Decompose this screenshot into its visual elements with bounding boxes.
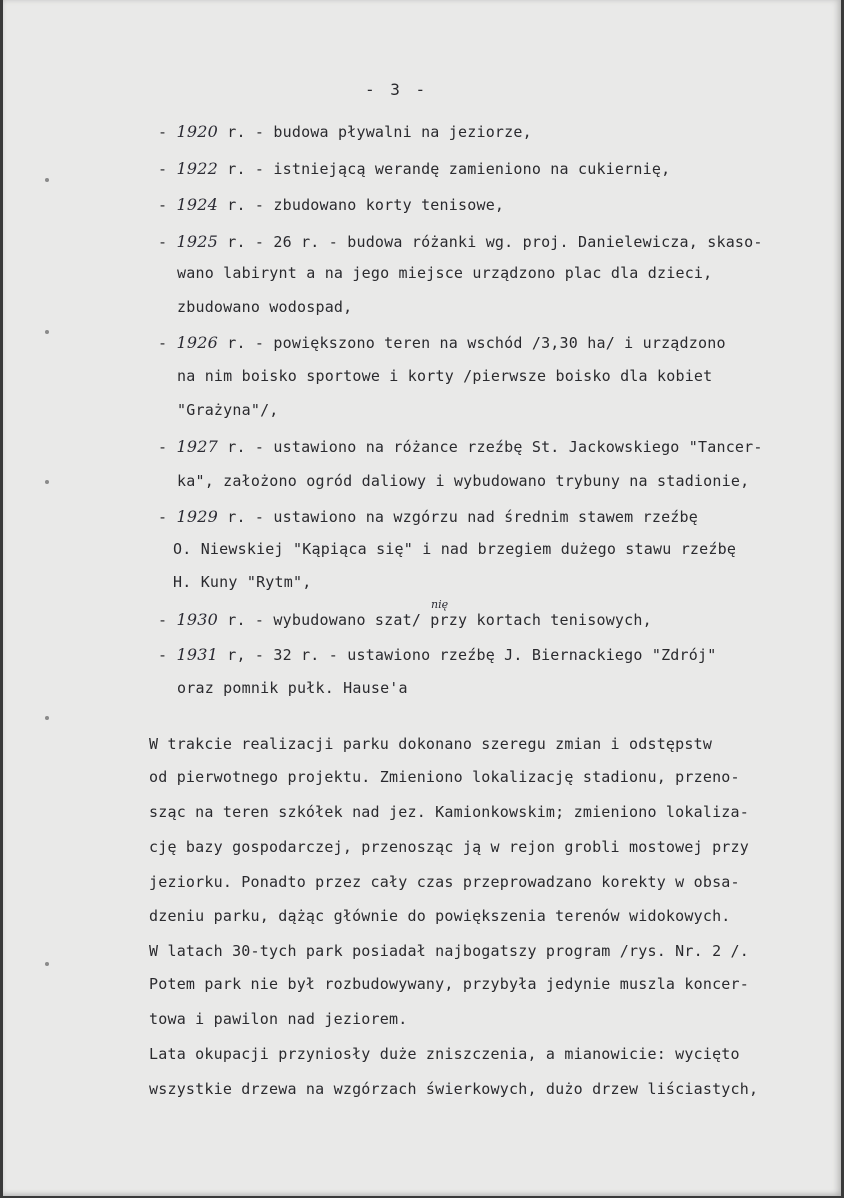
chronology-line bbox=[158, 122, 532, 141]
line-text: r. - powiększono teren na wschód /3,30 ha/ i urządzono bbox=[227, 334, 726, 352]
handwritten-insertion: nię bbox=[431, 598, 449, 611]
year: 1924 bbox=[176, 195, 218, 214]
chronology-line-continued: zbudowano wodospad, bbox=[177, 298, 353, 316]
line-text: r. - zbudowano korty tenisowe, bbox=[227, 196, 505, 214]
chronology-line bbox=[158, 159, 670, 178]
paragraph-line: W latach 30-tych park posiadał najbogatszy program /rys. Nr. 2 /. bbox=[149, 942, 749, 960]
year: 1926 bbox=[176, 333, 218, 352]
list-dash: - bbox=[158, 334, 168, 352]
chronology-line bbox=[158, 645, 716, 664]
chronology-line-continued: na nim boisko sportowe i korty /pierwsze boisko dla kobiet bbox=[177, 367, 713, 385]
year: 1925 bbox=[176, 232, 218, 251]
list-dash: - bbox=[158, 233, 168, 251]
chronology-line-continued: O. Niewskiej "Kąpiąca się" i nad brzegiem dużego stawu rzeźbę bbox=[173, 540, 737, 558]
chronology-line bbox=[158, 610, 652, 629]
chronology-line-continued: oraz pomnik pułk. Hause'a bbox=[177, 679, 408, 697]
page-number: - 3 - bbox=[365, 80, 429, 99]
line-text: r, - 32 r. - ustawiono rzeźbę J. Biernackiego "Zdrój" bbox=[227, 646, 717, 664]
punch-hole-mark bbox=[45, 178, 49, 182]
list-dash: - bbox=[158, 508, 168, 526]
paragraph-line: sząc na teren szkółek nad jez. Kamionkowskim; zmieniono lokaliza- bbox=[149, 803, 749, 821]
list-dash: - bbox=[158, 646, 168, 664]
year: 1922 bbox=[176, 159, 218, 178]
chronology-line bbox=[158, 195, 504, 214]
list-dash: - bbox=[158, 196, 168, 214]
chronology-line bbox=[158, 333, 726, 352]
year: 1929 bbox=[176, 507, 218, 526]
line-text: r. - 26 r. - budowa różanki wg. proj. Danielewicza, skaso- bbox=[227, 233, 763, 251]
chronology-line-continued: H. Kuny "Rytm", bbox=[173, 573, 312, 591]
paragraph-line: Potem park nie był rozbudowywany, przybyła jedynie muszla koncer- bbox=[149, 975, 749, 993]
chronology-line-continued: ka", założono ogród daliowy i wybudowano trybuny na stadionie, bbox=[177, 472, 750, 490]
year: 1930 bbox=[176, 610, 218, 629]
paragraph-line: W trakcie realizacji parku dokonano szeregu zmian i odstępstw bbox=[149, 735, 713, 753]
year: 1920 bbox=[176, 122, 218, 141]
list-dash: - bbox=[158, 160, 168, 178]
line-text: r. - ustawiono na wzgórzu nad średnim stawem rzeźbę bbox=[227, 508, 699, 526]
list-dash: - bbox=[158, 611, 168, 629]
paragraph-line: cję bazy gospodarczej, przenosząc ją w rejon grobli mostowej przy bbox=[149, 838, 749, 856]
paragraph-line: od pierwotnego projektu. Zmieniono lokalizację stadionu, przeno- bbox=[149, 768, 740, 786]
paragraph-line: wszystkie drzewa na wzgórzach świerkowych, dużo drzew liściastych, bbox=[149, 1080, 759, 1098]
line-text: r. - ustawiono na różance rzeźbę St. Jackowskiego "Tancer- bbox=[227, 438, 763, 456]
year: 1931 bbox=[176, 645, 218, 664]
paragraph-line: jeziorku. Ponadto przez cały czas przeprowadzano korekty w obsa- bbox=[149, 873, 740, 891]
year: 1927 bbox=[176, 437, 218, 456]
chronology-line bbox=[158, 437, 763, 456]
list-dash: - bbox=[158, 438, 168, 456]
chronology-line-continued: "Grażyna"/, bbox=[177, 401, 279, 419]
line-text: r. - budowa pływalni na jeziorze, bbox=[227, 123, 532, 141]
chronology-line bbox=[158, 507, 698, 526]
punch-hole-mark bbox=[45, 716, 49, 720]
chronology-line bbox=[158, 232, 763, 251]
line-text: r. - wybudowano szat/ przy kortach tenisowych, bbox=[227, 611, 652, 629]
paragraph-line: Lata okupacji przyniosły duże zniszczenia, a mianowicie: wycięto bbox=[149, 1045, 740, 1063]
chronology-line-continued: wano labirynt a na jego miejsce urządzono plac dla dzieci, bbox=[177, 264, 713, 282]
document-page bbox=[3, 0, 841, 1196]
paragraph-line: dzeniu parku, dążąc głównie do powiększenia terenów widokowych. bbox=[149, 907, 731, 925]
punch-hole-mark bbox=[45, 330, 49, 334]
list-dash: - bbox=[158, 123, 168, 141]
punch-hole-mark bbox=[45, 480, 49, 484]
punch-hole-mark bbox=[45, 962, 49, 966]
line-text: r. - istniejącą werandę zamieniono na cukiernię, bbox=[227, 160, 671, 178]
paragraph-line: towa i pawilon nad jeziorem. bbox=[149, 1010, 408, 1028]
